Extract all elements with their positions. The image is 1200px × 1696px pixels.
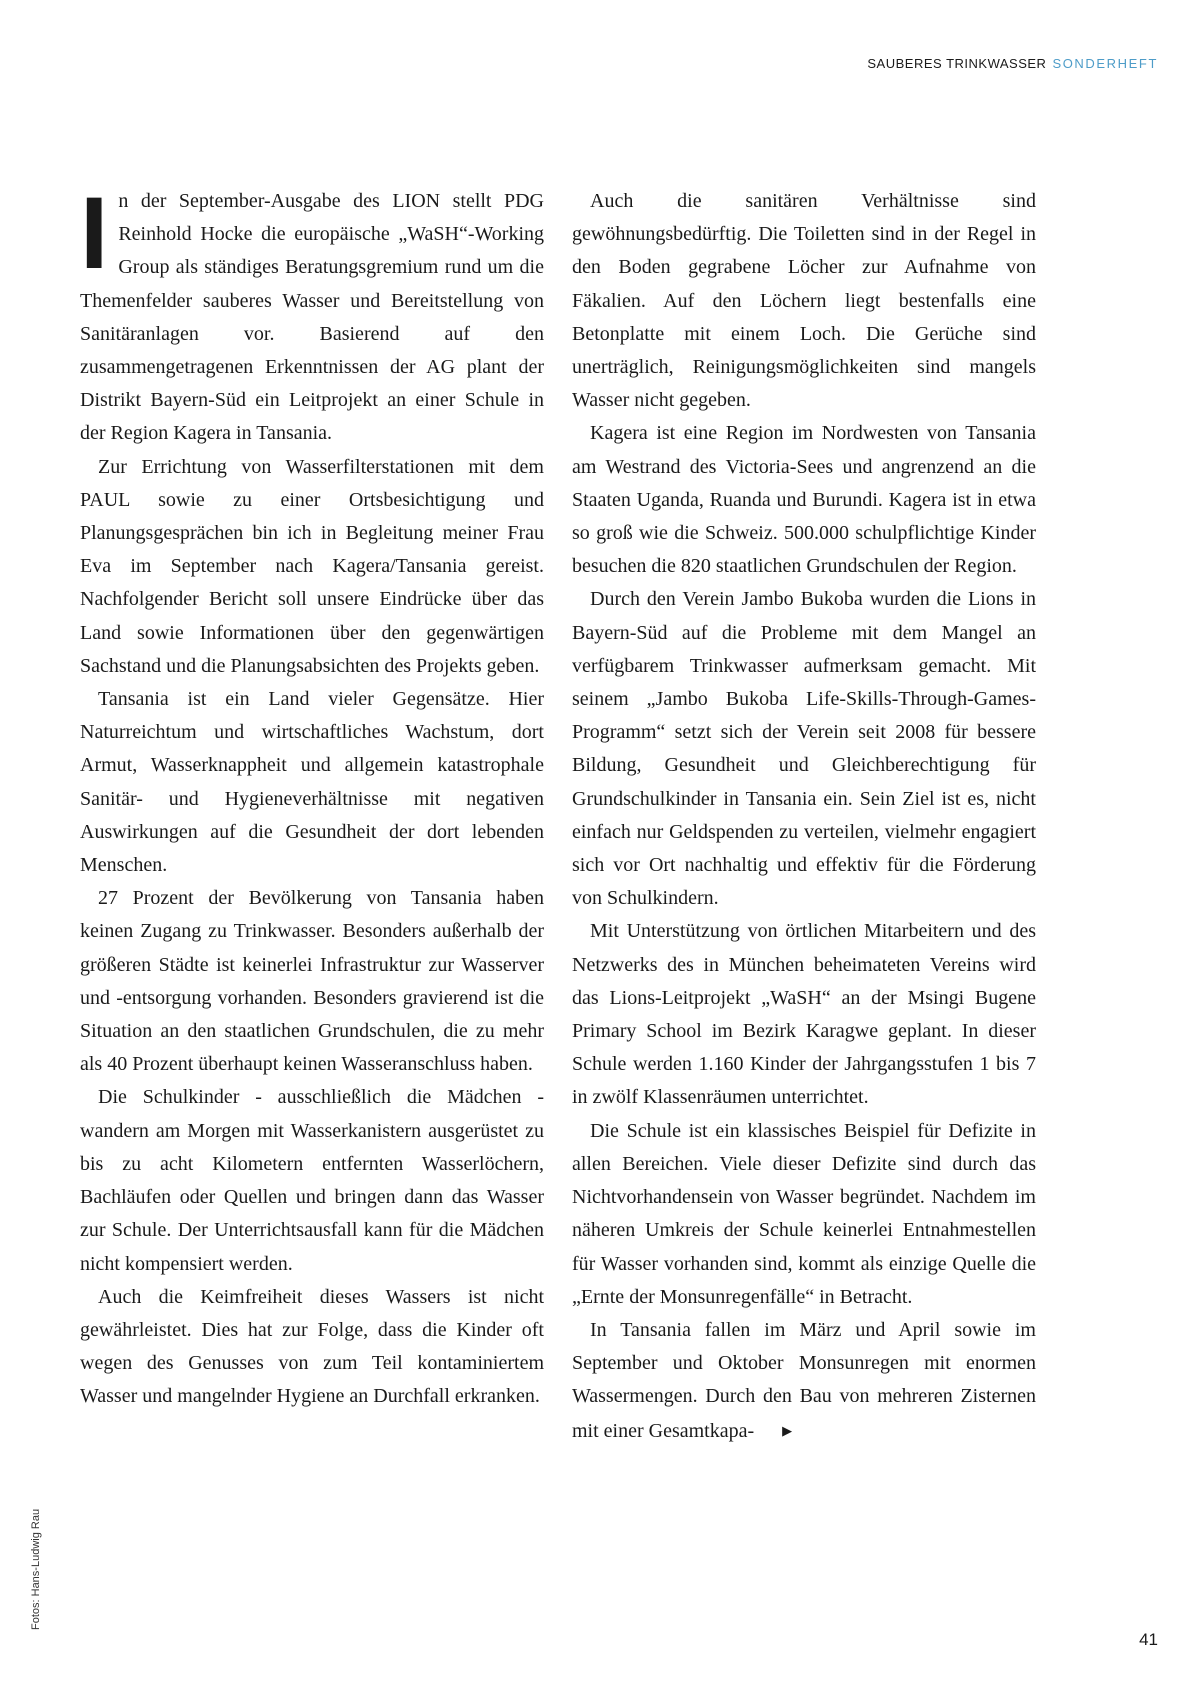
header-section: SONDERHEFT	[1052, 56, 1158, 71]
article-paragraph: In der September-Ausgabe des LION stellt PDG Reinhold Hocke die europäische „WaSH“-Working Group als ständiges Beratungsgremium rund um die Themenfelder sauberes Wasser und Bereitstellung von Sanitäranlagen vor. Basierend auf den zusammengetragenen Erkenntnissen der AG plant der Distrikt Bayern-Süd ein Leitprojekt an einer Schule in der Region Kagera in Tansania.	[80, 176, 544, 445]
article-paragraph: 27 Prozent der Bevölkerung von Tansania haben keinen Zugang zu Trinkwasser. Besonders außerhalb der größeren Städte ist keinerlei Infrastruktur zur Wasserver und -entsorgung vorhanden. Besonders gravierend ist die Situation an den staatlichen Grundschulen, die zu mehr als 40 Prozent überhaupt keinen Wasseranschluss haben.	[80, 887, 544, 1076]
article-paragraph: Die Schule ist ein klassisches Beispiel für Defizite in allen Bereichen. Viele dieser Defizite sind durch das Nichtvorhandensein von Wasser begründet. Nachdem im näheren Umkreis der Schule keinerlei Entnahmestellen für Wasser vorhanden sind, kommt als einzige Quelle die „Ernte der Monsunregenfälle“ in Betracht.	[572, 1119, 1036, 1308]
article-paragraph: Die Schulkinder - ausschließlich die Mädchen - wandern am Morgen mit Wasserkanistern ausgerüstet zu bis zu acht Kilometern entfernten Wasserlöchern, Bachläufen oder Quellen und bringen dann das Wasser zur Schule. Der Unterrichtsausfall kann für die Mädchen nicht kompensiert werden.	[80, 1086, 544, 1275]
article-paragraph: Auch die sanitären Verhältnisse sind gewöhnungsbedürftig. Die Toiletten sind in der Regel in den Boden gegrabene Löcher zur Aufnahme von Fäkalien. Auf den Löchern liegt bestenfalls eine Betonplatte mit einem Loch. Die Gerüche sind unerträglich, Reinigungsmöglichkeiten sind mangels Wasser nicht gegeben.	[572, 190, 1036, 412]
article-column-right	[572, 185, 1036, 1448]
drop-cap: I	[80, 176, 109, 290]
page-number: 41	[1139, 1630, 1158, 1649]
article-paragraph: In Tansania fallen im März und April sowie im September und Oktober Monsunregen mit enormen Wassermengen. Durch den Bau von mehreren Zisternen mit einer Gesamtkapa- ▶	[572, 1314, 1036, 1448]
article-paragraph: Mit Unterstützung von örtlichen Mitarbeitern und des Netzwerks des in München beheimateten Vereins wird das Lions-Leitprojekt „WaSH“ an der Msingi Bugene Primary School im Bezirk Karagwe geplant. In dieser Schule werden 1.160 Kinder der Jahrgangsstufen 1 bis 7 in zwölf Klassenräumen unterrichtet.	[572, 920, 1036, 1109]
article-paragraph: Kagera ist eine Region im Nordwesten von Tansania am Westrand des Victoria-Sees und angrenzend an die Staaten Uganda, Ruanda und Burundi. Kagera ist in etwa so groß wie die Schweiz. 500.000 schulpflichtige Kinder besuchen die 820 staatlichen Grundschulen der Region.	[572, 422, 1036, 578]
article-paragraph: Zur Errichtung von Wasserfilterstationen mit dem PAUL sowie zu einer Ortsbesichtigung und Planungsgesprächen bin ich in Begleitung meiner Frau Eva im September nach Kagera/Tansania gereist. Nachfolgender Bericht soll unsere Eindrücke über das Land sowie Informationen über den gegenwärtigen Sachstand und die Planungsabsichten des Projekts geben.	[80, 455, 544, 677]
article-paragraph: Auch die Keimfreiheit dieses Wassers ist nicht gewährleistet. Dies hat zur Folge, dass die Kinder oft wegen des Genusses von zum Teil kontaminiertem Wasser und mangelnder Hygiene an Durchfall erkranken.	[80, 1285, 544, 1408]
photo-credit: Fotos: Hans-Ludwig Rau	[30, 1508, 42, 1630]
running-header	[867, 56, 1158, 71]
article-column-left	[80, 176, 544, 1414]
header-title: SAUBERES TRINKWASSER	[867, 56, 1047, 71]
article-paragraph: Durch den Verein Jambo Bukoba wurden die Lions in Bayern-Süd auf die Probleme mit dem Mangel an verfügbarem Trinkwasser aufmerksam gemacht. Mit seinem „Jambo Bukoba Life-Skills-Through-Games-Programm“ setzt sich der Verein seit 2008 für bessere Bildung, Gesundheit und Gleichberechtigung für Grundschulkinder in Tansania ein. Sein Ziel ist es, nicht einfach nur Geldspenden zu verteilen, vielmehr engagiert sich vor Ort nachhaltig und effektiv für die Förderung von Schulkindern.	[572, 588, 1036, 910]
continue-arrow-icon: ▶	[782, 1422, 793, 1438]
article-paragraph: Tansania ist ein Land vieler Gegensätze. Hier Naturreichtum und wirtschaftliches Wachstum, dort Armut, Wasserknappheit und allgemein katastrophale Sanitär- und Hygieneverhältnisse mit negativen Auswirkungen auf die Gesundheit der dort lebenden Menschen.	[80, 688, 544, 877]
